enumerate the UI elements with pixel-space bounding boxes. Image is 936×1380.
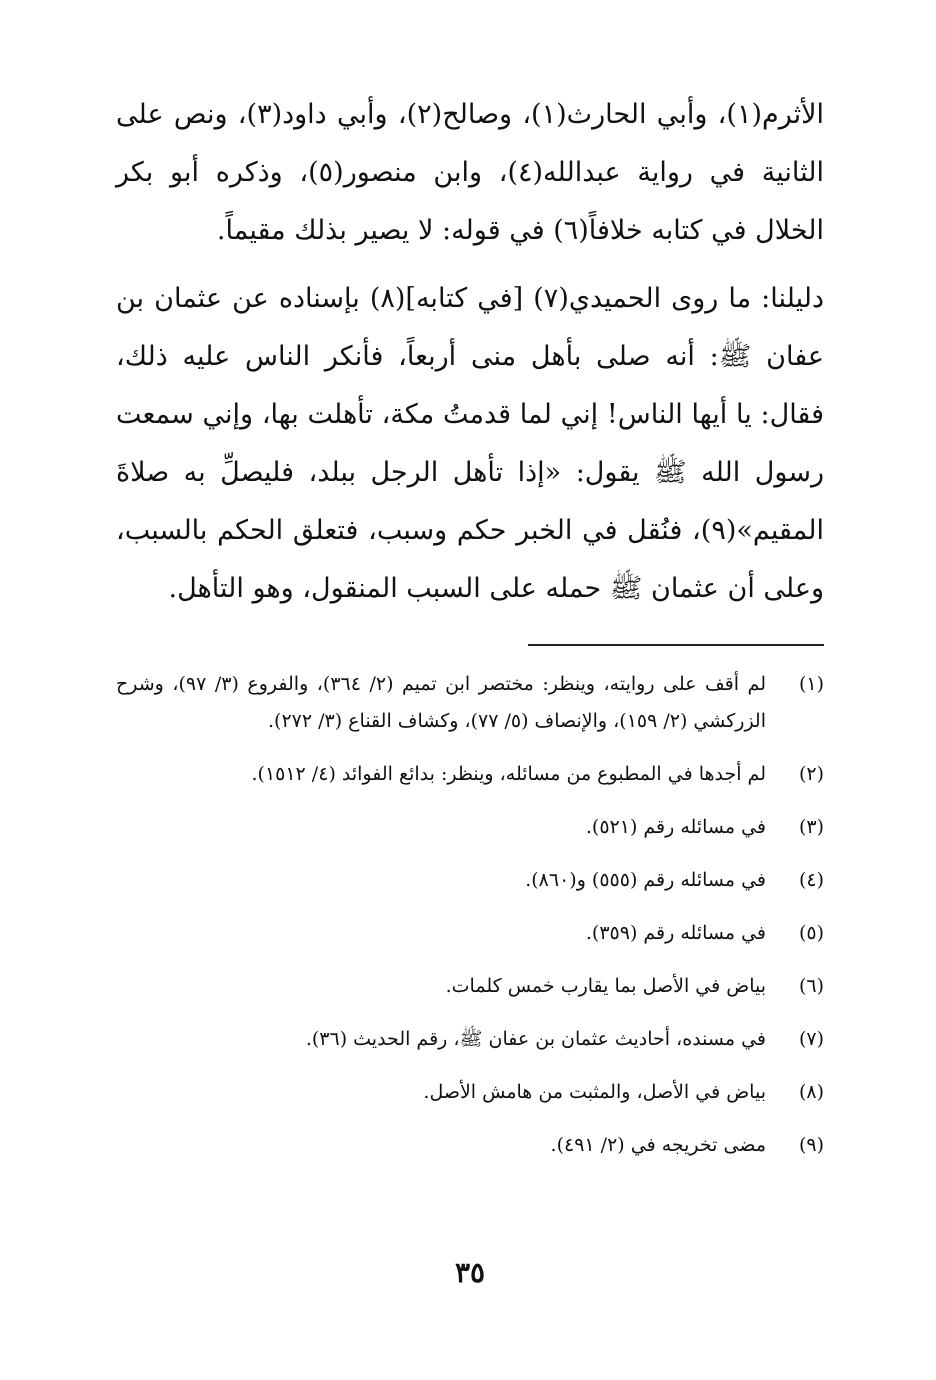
- footnote-text: في مسائله رقم (٥٢١).: [585, 816, 766, 838]
- footnote-item: [116, 968, 824, 1005]
- footnote-number: (٦): [798, 975, 824, 997]
- footnote-item: [116, 756, 824, 793]
- footnote-text: مضى تخريجه في (٢/ ٤٩١).: [550, 1134, 766, 1156]
- footnote-item: [116, 862, 824, 899]
- footnote-number: (٩): [798, 1134, 824, 1156]
- footnote-item: [116, 1074, 824, 1111]
- page-number: ٣٥: [454, 1256, 486, 1289]
- footnote-text: لم أقف على روايته، وينظر: مختصر ابن تميم (٢/ ٣٦٤)، والفروع (٣/ ٩٧)، وشرح الزركشي (٢/ ١٥٩)، والإنصاف (٥/ ٧٧)، وكشاف القناع (٣/ ٢٧٢).: [116, 673, 766, 732]
- footnote-item: [116, 666, 824, 740]
- footnote-item: [116, 1021, 824, 1058]
- body-paragraph: دليلنا: ما روى الحميدي(٧) [في كتابه](٨) بإسناده عن عثمان بن عفان ﷺ: أنه صلى بأهل منى أربعاً، فأنكر الناس عليه ذلك، فقال: يا أيها الناس! إني لما قدمتُ مكة، تأهلت بها، وإني سمعت رسول الله ﷺ يقول: «إذا تأهل الرجل ببلد، فليصلِّ به صلاةَ المقيم»(٩)، فنُقل في الخبر حكم وسبب، فتعلق الحكم بالسبب، وعلى أن عثمان ﷺ حمله على السبب المنقول، وهو التأهل.: [116, 283, 824, 604]
- footnote-number: (٢): [798, 763, 824, 785]
- footnote-number: (٣): [798, 816, 824, 838]
- footnote-number: (٥): [798, 922, 824, 944]
- footnote-item: [116, 1127, 824, 1164]
- page-content: [116, 86, 824, 1356]
- body-paragraph: الأثرم(١)، وأبي الحارث(١)، وصالح(٢)، وأبي داود(٣)، ونص على الثانية في رواية عبدالله(٤)، وابن منصور(٥)، وذكره أبو بكر الخلال في كتابه خلافاً(٦) في قوله: لا يصير بذلك مقيماً.: [116, 99, 825, 246]
- footnote-text: في مسنده، أحاديث عثمان بن عفان ﷺ، رقم الحديث (٣٦).: [305, 1028, 766, 1050]
- footnote-text: بياض في الأصل، والمثبت من هامش الأصل.: [423, 1081, 766, 1103]
- footnote-text: في مسائله رقم (٥٥٥) و(٨٦٠).: [525, 869, 766, 891]
- footnote-item: [116, 915, 824, 952]
- footnotes-list: [116, 666, 824, 1180]
- footnote-number: (١): [798, 673, 824, 695]
- main-text: [116, 86, 824, 618]
- footnote-number: (٨): [798, 1081, 824, 1103]
- footnote-text: بياض في الأصل بما يقارب خمس كلمات.: [445, 975, 766, 997]
- footnote-number: (٧): [798, 1028, 824, 1050]
- footnote-number: (٤): [798, 869, 824, 891]
- footnote-separator: [528, 644, 824, 646]
- footnote-item: [116, 809, 824, 846]
- footnote-text: لم أجدها في المطبوع من مسائله، وينظر: بدائع الفوائد (٤/ ١٥١٢).: [251, 763, 766, 785]
- footnote-text: في مسائله رقم (٣٥٩).: [585, 922, 766, 944]
